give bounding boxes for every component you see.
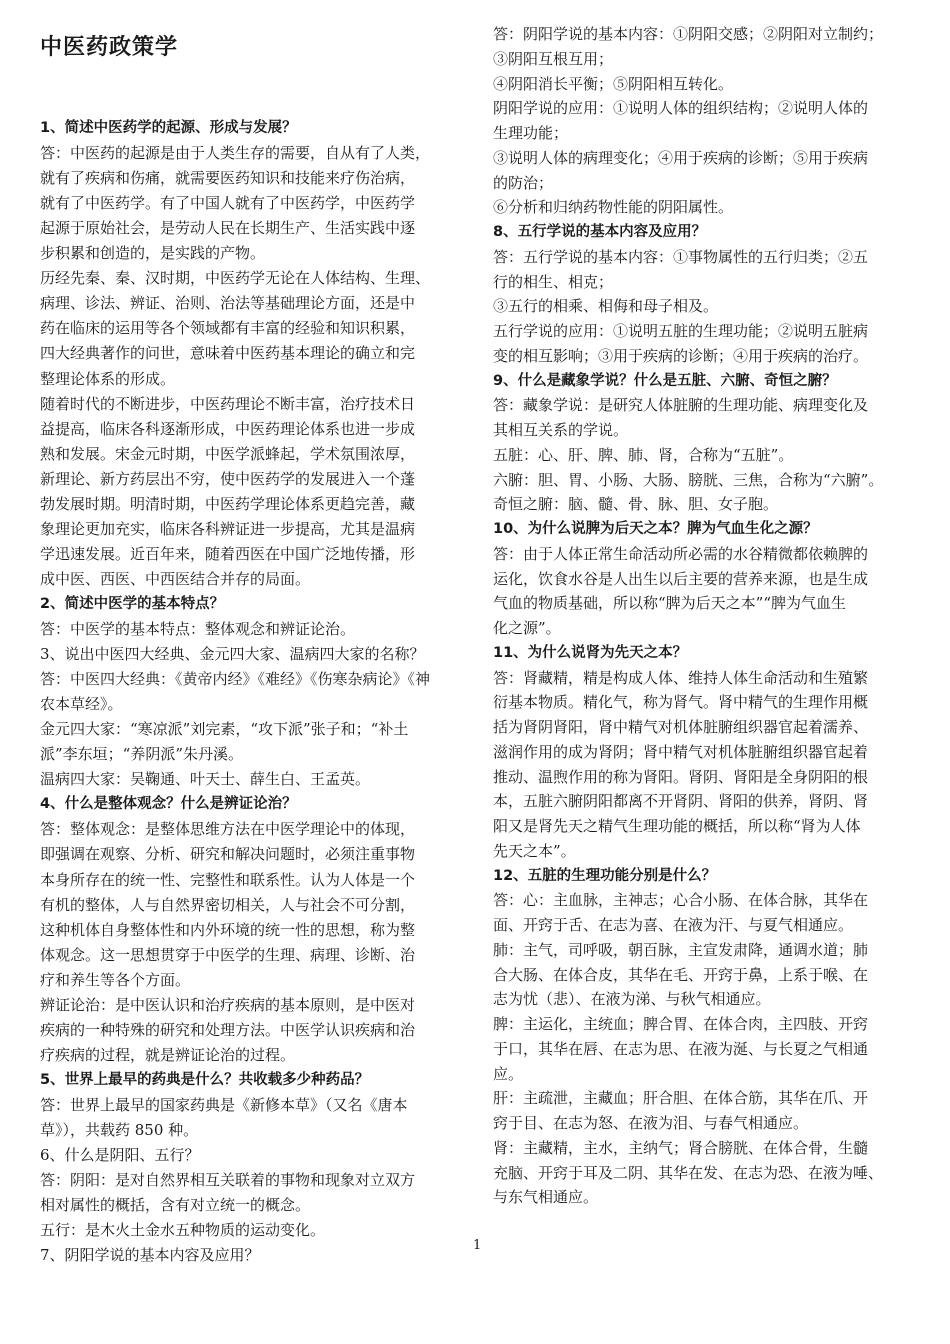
document-title: 中医药政策学 — [40, 35, 179, 60]
text-line: 推动、温煦作用的称为肾阳。肾阴、肾阳是全身阴阳的根 — [493, 767, 869, 786]
text-line: 答：阴阳：是对自然界相互关联着的事物和现象对立双方 — [40, 1171, 416, 1190]
text-line: 肺：主气，司呼吸，朝百脉，主宣发肃降，通调水道；肺 — [493, 940, 869, 959]
text-line: 答：心：主血脉，主神志；心合小肠、在体合脉，其华在 — [493, 891, 869, 910]
text-line: 窍于目、在志为怒、在液为泪、与春气相通应。 — [493, 1114, 809, 1132]
text-line: 体观念。这一思想贯穿于中医学的生理、病理、诊断、治 — [40, 945, 416, 964]
text-line: 象理论更加充实，临床各科辨证进一步提高，尤其是温病 — [40, 519, 416, 538]
text-line: 其相互关系的学说。 — [493, 421, 629, 439]
question-heading: 1、简述中医药学的起源、形成与发展？ — [40, 120, 297, 136]
text-line: 答：中医学的基本特点：整体观念和辨证论治。 — [40, 620, 356, 638]
question-heading: 12、五脏的生理功能分别是什么？ — [493, 867, 717, 884]
text-line: 答：中医四大经典：《黄帝内经》《难经》《伤寒杂病论》《神 — [40, 670, 431, 689]
text-line: 派”李东垣；“养阴派”朱丹溪。 — [40, 745, 244, 764]
text-line: 志为忧（悲）、在液为涕、与秋气相通应。 — [493, 990, 771, 1009]
text-line: 有机的整体，人与自然界密切相关，人与社会不可分割， — [40, 895, 416, 914]
text-line: 行的相生、相克； — [493, 272, 614, 291]
page-number: 1 — [473, 1238, 482, 1253]
text-line: 答：世界上最早的国家药典是《新修本草》（又名《唐本 — [40, 1095, 408, 1114]
text-line: 整理论体系的形成。 — [40, 369, 176, 388]
text-line: 勃发展时期。明清时期，中医药学理论体系更趋完善，藏 — [40, 494, 416, 513]
text-line: ⑥分析和归纳药物性能的阴阳属性。 — [493, 198, 734, 217]
text-line: 农本草经》。 — [40, 695, 123, 714]
text-line: ③阴阳互根互用； — [493, 49, 614, 68]
text-line: 与东气相通应。 — [493, 1188, 599, 1207]
text-line: ④阴阳消长平衡；⑤阴阳相互转化。 — [493, 74, 734, 93]
text-line: 五行：是木火土金水五种物质的运动变化。 — [40, 1221, 326, 1240]
text-line: 病理、诊法、辨证、治则、治法等基础理论方面，还是中 — [40, 294, 416, 313]
text-line: 答：整体观念：是整体思维方法在中医学理论中的体现， — [40, 820, 416, 839]
text-line: 即强调在观察、分析、研究和解决问题时，必须注重事物 — [40, 845, 416, 864]
question-heading: 11、为什么说肾为先天之本？ — [493, 644, 688, 661]
text-line: 温病四大家：吴鞠通、叶天士、薛生白、王孟英。 — [40, 770, 371, 789]
text-line: 面、开窍于舌、在志为喜、在液为汗、与夏气相通应。 — [493, 916, 854, 934]
text-line: 就有了疾病和伤痛，就需要医药知识和技能来疗伤治病， — [40, 169, 416, 188]
text-line: 7、阴阳学说的基本内容及应用？ — [40, 1246, 260, 1265]
text-line: 五脏：心、肝、脾、肺、肾，合称为“五脏”。 — [493, 445, 794, 464]
text-line: 学迅速发展。近百年来，随着西医在中国广泛地传播，形 — [40, 544, 416, 563]
text-line: 起源于原始社会，是劳动人民在长期生产、生活实践中逐 — [40, 219, 416, 238]
text-line: 于口，其华在唇、在志为思、在液为涎、与长夏之气相通 — [493, 1039, 869, 1058]
text-line: 疗和养生等各个方面。 — [40, 970, 191, 989]
text-line: 应。 — [493, 1064, 524, 1083]
text-line: 充脑、开窍于耳及二阴、其华在发、在志为恐、在液为唾、 — [493, 1163, 884, 1182]
text-line: 衍基本物质。精化气，称为肾气。肾中精气的生理作用概 — [493, 693, 869, 712]
question-heading: 4、什么是整体观念？什么是辨证论治？ — [40, 796, 297, 813]
text-line: 先天之本”。 — [493, 841, 576, 860]
text-line: 脾：主运化，主统血；脾合胃、在体合肉，主四肢、开窍 — [493, 1015, 869, 1033]
text-line: 化之源”。 — [493, 619, 561, 637]
text-line: 熟和发展。宋金元时期，中医学派蜂起，学术氛围浓厚， — [40, 444, 416, 463]
text-line: 阴阳学说的应用：①说明人体的组织结构；②说明人体的 — [493, 99, 869, 118]
text-line: 成中医、西医、中西医结合并存的局面。 — [40, 569, 311, 588]
text-line: 答：阴阳学说的基本内容：①阴阳交感；②阴阳对立制约； — [493, 25, 884, 43]
text-line: 气血的物质基础，所以称“脾为后天之本”“脾为气血生 — [493, 594, 847, 613]
text-line: 疾病的一种特殊的研究和处理方法。中医学认识疾病和治 — [40, 1020, 416, 1039]
text-line: 步积累和创造的，是实践的产物。 — [40, 244, 266, 263]
text-line: ③说明人体的病理变化；④用于疾病的诊断；⑤用于疾病 — [493, 148, 869, 167]
text-line: 滋润作用的成为肾阴；肾中精气对机体脏腑组织器官起着 — [493, 742, 869, 761]
question-heading: 5、世界上最早的药典是什么？共收载多少种药品？ — [40, 1071, 370, 1088]
text-line: 答：中医药的起源是由于人类生存的需要，自从有了人类， — [40, 144, 431, 163]
text-line: 疗疾病的过程，就是辨证论治的过程。 — [40, 1045, 296, 1064]
text-line: 四大经典著作的问世，意味着中医药基本理论的确立和完 — [40, 344, 416, 363]
text-line: 答：五行学说的基本内容：①事物属性的五行归类；②五 — [493, 247, 869, 266]
text-line: 益提高，临床各科逐渐形成，中医药理论体系也进一步成 — [40, 419, 416, 438]
text-line: 答：由于人体正常生命活动所必需的水谷精微都依赖脾的 — [493, 544, 869, 563]
text-line: ③五行的相乘、相侮和母子相及。 — [493, 297, 719, 316]
text-line: 就有了中医药学。有了中国人就有了中医药学，中医药学 — [40, 194, 416, 213]
text-line: 6、什么是阴阳、五行？ — [40, 1146, 200, 1165]
text-line: 本身所存在的统一性、完整性和联系性。认为人体是一个 — [40, 870, 416, 889]
text-line: 随着时代的不断进步，中医药理论不断丰富，治疗技术日 — [40, 394, 416, 413]
text-line: 肾：主藏精，主水，主纳气；肾合膀胱、在体合骨，生髓 — [493, 1138, 869, 1157]
text-line: 的防治； — [493, 173, 554, 192]
text-line: 括为肾阴肾阳，肾中精气对机体脏腑组织器官起着濡养、 — [493, 718, 869, 736]
text-line: 相对属性的概括，含有对立统一的概念。 — [40, 1196, 311, 1215]
text-line: 草》），共载药 850 种。 — [40, 1121, 199, 1139]
text-line: 变的相互影响；③用于疾病的诊断；④用于疾病的治疗。 — [493, 346, 869, 365]
text-line: 辨证论治：是中医认识和治疗疾病的基本原则，是中医对 — [40, 995, 416, 1014]
text-line: 肝：主疏泄，主藏血；肝合胆、在体合筋，其华在爪、开 — [493, 1089, 869, 1108]
question-heading: 10、为什么说脾为后天之本？脾为气血生化之源？ — [493, 521, 818, 537]
text-line: 五行学说的应用：①说明五脏的生理功能；②说明五脏病 — [493, 322, 869, 340]
question-heading: 8、五行学说的基本内容及应用？ — [493, 224, 707, 240]
text-line: 合大肠、在体合皮，其华在毛、开窍于鼻，上系于喉、在 — [493, 965, 869, 984]
question-heading: 2、简述中医学的基本特点？ — [40, 595, 225, 612]
text-line: 运化，饮食水谷是人出生以后主要的营养来源，也是生成 — [493, 569, 869, 588]
text-line: 阳又是肾先天之精气生理功能的概括，所以称“肾为人体 — [493, 817, 861, 835]
text-line: 本，五脏六腑阴阳都离不开肾阴、肾阳的供养，肾阴、肾 — [493, 792, 869, 811]
text-line: 答：肾藏精，精是构成人体、维持人体生命活动和生殖繁 — [493, 668, 869, 687]
text-line: 药在临床的运用等各个领域都有丰富的经验和知识积累， — [40, 319, 416, 338]
text-line: 奇恒之腑：脑、髓、骨、脉、胆、女子胞。 — [493, 495, 779, 514]
text-line: 历经先秦、秦、汉时期，中医药学无论在人体结构、生理、 — [40, 269, 431, 288]
text-line: 金元四大家：“寒凉派”刘完素，“攻下派”张子和；“补土 — [40, 720, 409, 739]
text-line: 这种机体自身整体性和内外环境的统一性的思想，称为整 — [40, 920, 416, 939]
text-line: 六腑：胆、胃、小肠、大肠、膀胱、三焦，合称为“六腑”。 — [493, 470, 884, 489]
question-heading: 9、什么是藏象学说？什么是五脏、六腑、奇恒之腑？ — [493, 372, 837, 389]
text-line: 生理功能； — [493, 124, 569, 142]
text-line: 答：藏象学说：是研究人体脏腑的生理功能、病理变化及 — [493, 396, 869, 415]
text-line: 新理论、新方药层出不穷，使中医药学的发展进入一个蓬 — [40, 469, 416, 488]
text-line: 3、说出中医四大经典、金元四大家、温病四大家的名称？ — [40, 645, 425, 664]
